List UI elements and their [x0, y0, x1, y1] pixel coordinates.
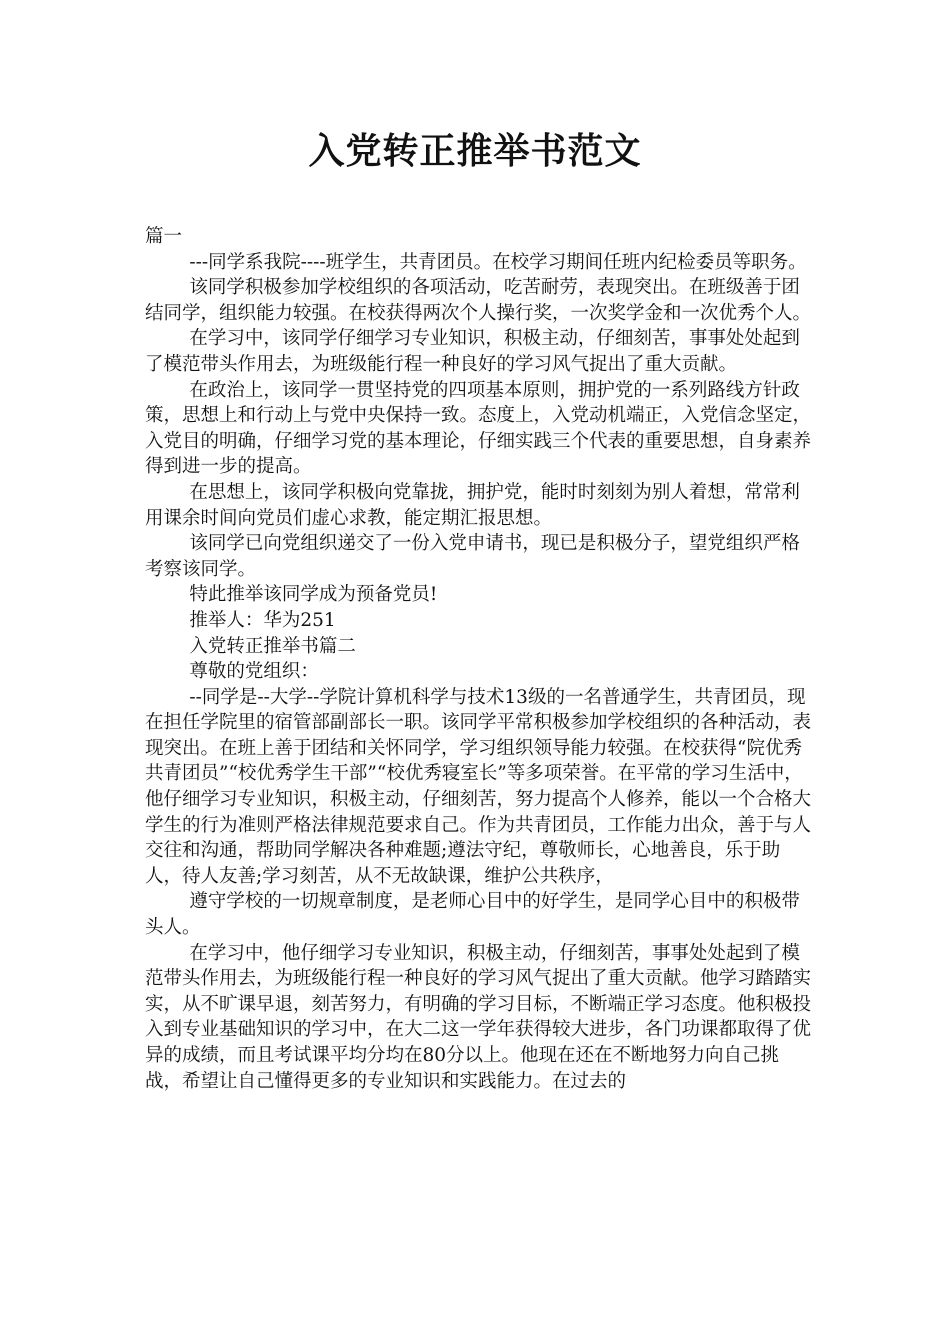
section-heading: 入党转正推举书篇二 [189, 635, 356, 657]
signature-line: 推举人：华为251 [189, 609, 336, 631]
paragraph: 在政治上，该同学一贯坚持党的四项基本原则，拥护党的一系列路线方针政策，思想上和行动上与党中央保持一致。态度上，入党动机端正，入党信念坚定，入党目的明确，仔细学习党的基本理论，仔细实践三个代表的重要思想，自身素养得到进一步的提高。 [145, 379, 812, 478]
document-title: 入党转正推举书范文 [308, 130, 642, 172]
paragraph: 在思想上，该同学积极向党靠拢，拥护党，能时时刻刻为别人着想，常常利用课余时间向党员们虚心求教，能定期汇报思想。 [145, 481, 800, 529]
paragraph: 特此推举该同学成为预备党员! [189, 584, 438, 606]
paragraph: 该同学已向党组织递交了一份入党申请书，现已是积极分子，望党组织严格考察该同学。 [145, 533, 800, 580]
section-heading: 篇一 [145, 226, 183, 247]
paragraph: 该同学积极参加学校组织的各项活动，吃苦耐劳，表现突出。在班级善于团结同学，组织能力较强。在校获得两次个人操行奖，一次奖学金和一次优秀个人。 [145, 277, 812, 324]
paragraph: 在学习中，该同学仔细学习专业知识，积极主动，仔细刻苦，事事处处起到了模范带头作用去，为班级能行程一种良好的学习风气捉出了重大贡献。 [145, 328, 800, 375]
document-body [145, 224, 813, 1094]
paragraph: 在学习中，他仔细学习专业知识，积极主动，仔细刻苦，事事处处起到了模范带头作用去，为班级能行程一种良好的学习风气捉出了重大贡献。他学习踏踏实实，从不旷课早退，刻苦努力，有明确的学习目标，不断端正学习态度。他积极投入到专业基础知识的学习中，在大二这一学年获得较大进步，各门功课都取得了优异的成绩，而且考试课平均分均在80分以上。他现在还在不断地努力向自己挑战，希望让自己懂得更多的专业知识和实践能力。在过去的 [145, 942, 812, 1092]
paragraph: 遵守学校的一切规章制度，是老师心目中的好学生，是同学心目中的积极带头人。 [145, 891, 800, 939]
paragraph: --同学是--大学--学院计算机科学与技术13级的一名普通学生，共青团员，现在担任学院里的宿管部副部长一职。该同学平常积极参加学校组织的各种活动，表现突出。在班上善于团结和关怀同学，学习组织领导能力较强。在校获得“院优秀共青团员”“校优秀学生干部”“校优秀寝室长”等多项荣誉。在平常的学习生活中，他仔细学习专业知识，积极主动，仔细刻苦，努力提高个人修养，能以一个合格大学生的行为准则严格法律规范要求自己。作为共青团员，工作能力出众，善于与人交往和沟通，帮助同学解决各种难题;遵法守纪，尊敬师长，心地善良，乐于助人，待人友善;学习刻苦，从不无故缺课，维护公共秩序， [145, 686, 812, 887]
paragraph: ---同学系我院----班学生，共青团员。在校学习期间任班内纪检委员等职务。 [189, 251, 807, 273]
salutation: 尊敬的党组织： [189, 661, 319, 683]
